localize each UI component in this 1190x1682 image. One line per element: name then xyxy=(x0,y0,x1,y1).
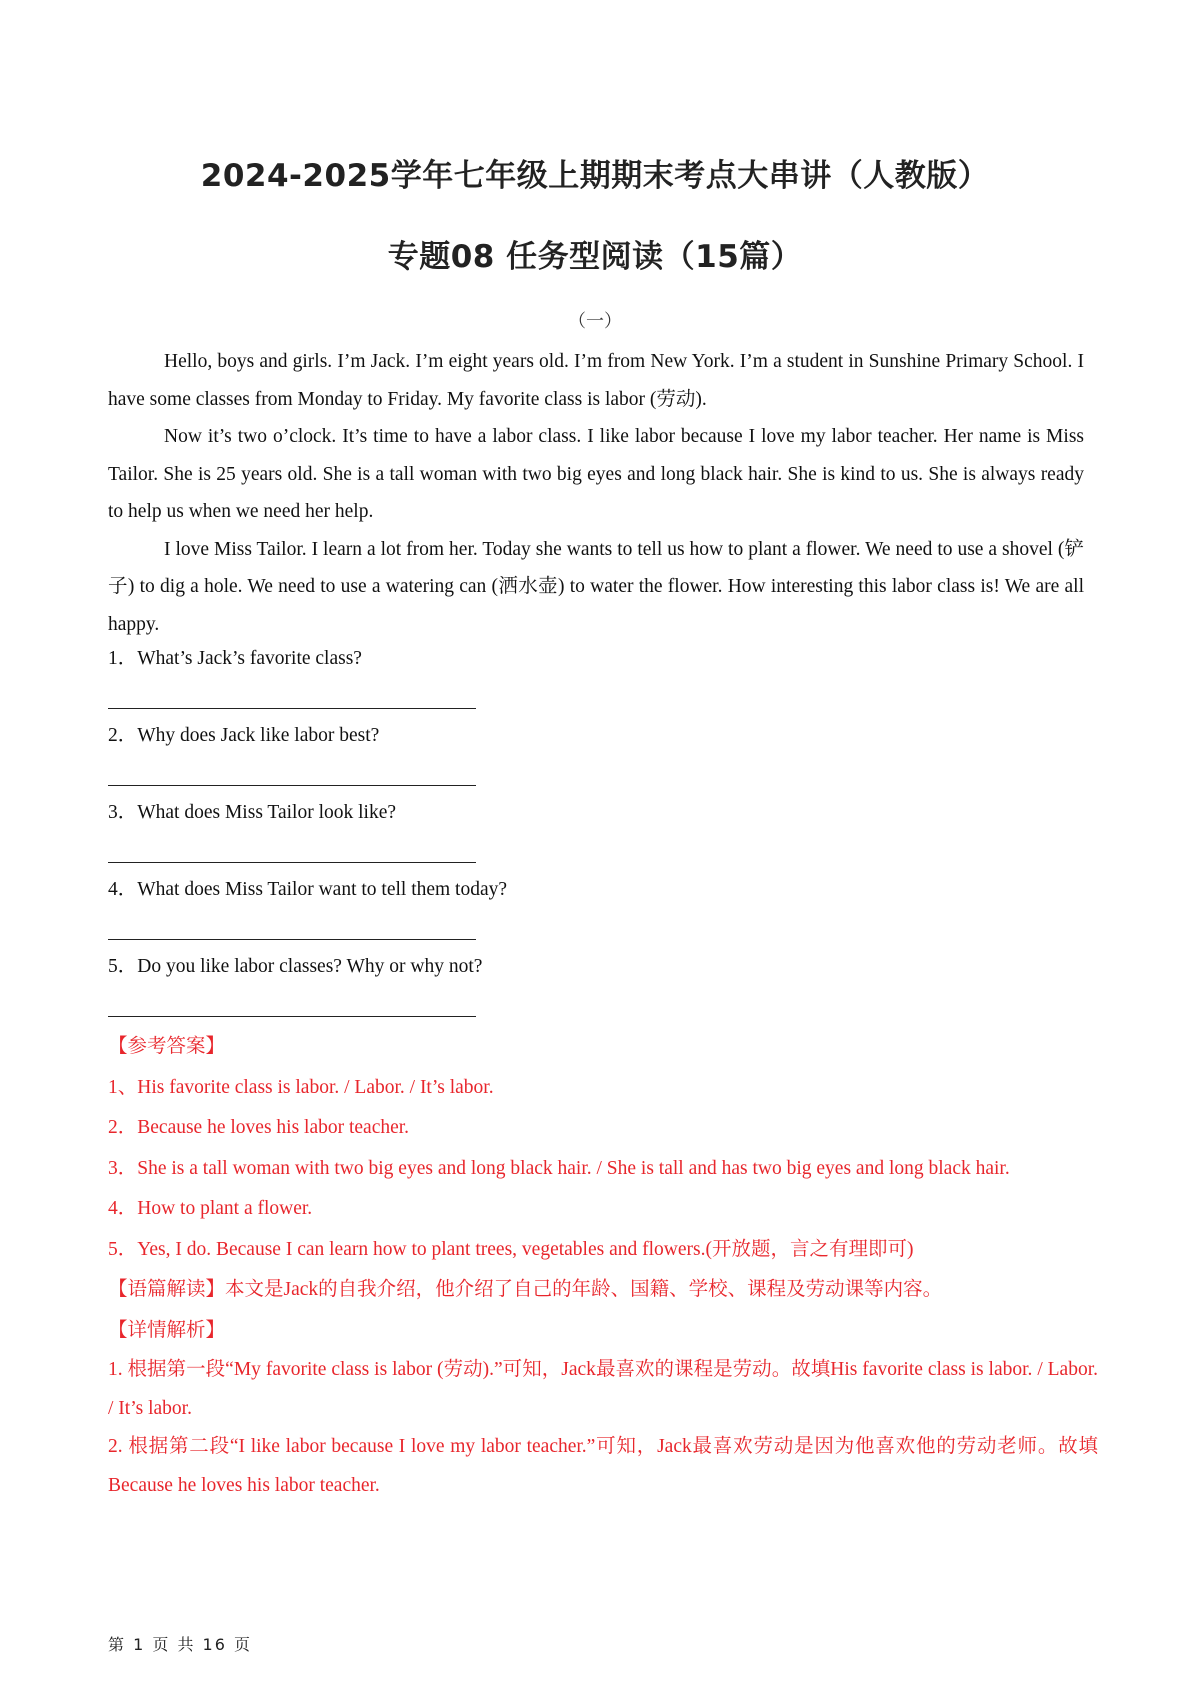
answer-item: 2．Because he loves his labor teacher. xyxy=(108,1117,410,1138)
analysis-heading: 【详情解析】 xyxy=(108,1319,226,1341)
page-number: 第 1 页 共 16 页 xyxy=(108,1635,252,1654)
question-list xyxy=(108,642,1084,1027)
document-subtitle: 专题08 任务型阅读（15篇） xyxy=(387,239,803,275)
reading-passage xyxy=(108,343,1084,643)
passage-paragraph-2: Now it’s two o’clock. It’s time to have a labor class. I like labor because I love my labor teacher. Her name is Miss Tailor. She is 25 years old. She is a tall woman with two big eyes and long black hair. She is kind to us. She is always ready to help us when we need her help. xyxy=(108,426,1084,522)
question-text: 1．What’s Jack’s favorite class? xyxy=(108,648,362,669)
question-item xyxy=(108,642,1084,719)
question-item xyxy=(108,796,1084,873)
answer-blank-line[interactable] xyxy=(108,708,476,709)
section-number: （一） xyxy=(568,311,622,331)
answer-key xyxy=(108,1027,1098,1505)
answer-item: 3．She is a tall woman with two big eyes and long black hair. / She is tall and has two big eyes and long black hair. xyxy=(108,1157,1010,1179)
question-text: 5．Do you like labor classes? Why or why not? xyxy=(108,956,483,977)
answer-item: 4．How to plant a flower. xyxy=(108,1198,313,1219)
question-item xyxy=(108,873,1084,950)
analysis-item: 2. 根据第二段“I like labor because I love my labor teacher.”可知，Jack最喜欢劳动是因为他喜欢他的劳动老师。故填Because he loves his labor teacher. xyxy=(108,1436,1098,1496)
analysis-item: 1. 根据第一段“My favorite class is labor (劳动).”可知，Jack最喜欢的课程是劳动。故填His favorite class is labor. / Labor. / It’s labor. xyxy=(108,1359,1098,1419)
question-item xyxy=(108,950,1084,1027)
question-text: 2．Why does Jack like labor best? xyxy=(108,725,380,746)
answer-item: 5．Yes, I do. Because I can learn how to plant trees, vegetables and flowers.(开放题，言之有理即可) xyxy=(108,1238,914,1260)
document-title: 2024-2025学年七年级上期期末考点大串讲（人教版） xyxy=(200,158,990,194)
answer-blank-line[interactable] xyxy=(108,785,476,786)
answer-blank-line[interactable] xyxy=(108,862,476,863)
answer-blank-line[interactable] xyxy=(108,939,476,940)
answer-heading: 【参考答案】 xyxy=(108,1036,226,1057)
question-item xyxy=(108,719,1084,796)
answer-item: 1、His favorite class is labor. / Labor. / It’s labor. xyxy=(108,1076,494,1098)
reading-summary: 【语篇解读】本文是Jack的自我介绍，他介绍了自己的年龄、国籍、学校、课程及劳动课等内容。 xyxy=(108,1279,943,1300)
question-text: 3．What does Miss Tailor look like? xyxy=(108,802,397,823)
passage-paragraph-1: Hello, boys and girls. I’m Jack. I’m eight years old. I’m from New York. I’m a student in Sunshine Primary School. I have some classes from Monday to Friday. My favorite class is labor (劳动). xyxy=(108,351,1084,410)
question-text: 4．What does Miss Tailor want to tell them today? xyxy=(108,879,508,900)
passage-paragraph-3: I love Miss Tailor. I learn a lot from her. Today she wants to tell us how to plant a flower. We need to use a shovel (铲子) to dig a hole. We need to use a watering can (洒水壶) to water the flower. How interesting this labor class is! We are all happy. xyxy=(108,538,1084,635)
answer-blank-line[interactable] xyxy=(108,1016,476,1017)
